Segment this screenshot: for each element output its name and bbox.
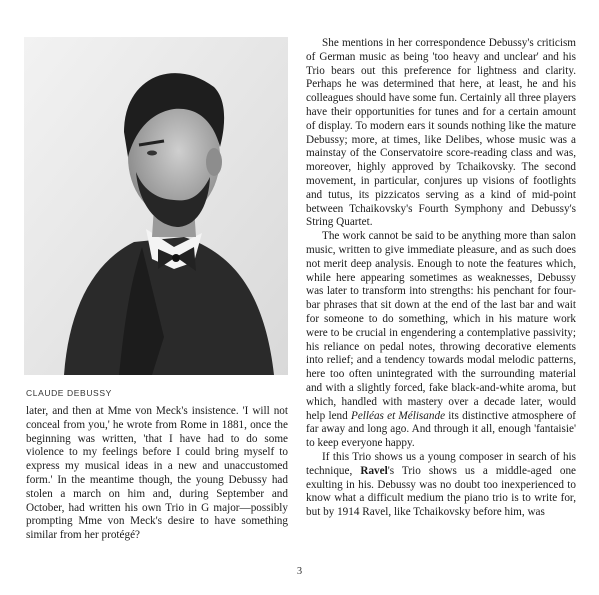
text-run: The work cannot be said to be anything more than salon music, written to give immediate pleasure, and as such does not merit deep analysis. Enough to note the features which, while here appearing sometimes as weaknesses, Debussy was later to transform into strengths: his penchant for four-bar phrases that sit down at the end of the last bar and wait for someone to do something, which in his mature work were to be crucial in engendering a contemplative passivity; his reliance on pedal notes, throwing decorative elements into relief; and a tendency towards modal melodic patterns, here too often unintegrated with the surrounding material and with a slightly forced, fake black-and-white aroma, but which, handled with mastery over a decade later, would help lend (306, 230, 576, 422)
work-title: Pelléas et Mélisande (350, 409, 446, 422)
composer-name: Ravel (360, 464, 388, 477)
right-text-column (306, 37, 576, 520)
paragraph (306, 451, 576, 520)
text-run: If this Trio shows us a young composer in search of his technique, (306, 450, 576, 477)
text-run: its distinctive atmosphere of far away and long ago. And through it all, enough 'fantaisie' to keep everyone happy. (306, 409, 577, 450)
paragraph: She mentions in her correspondence Debussy's criticism of German music as being 'too heavy and unclear' and his Trio bears out this preference for lightness and clarity. Perhaps he was determined that here, at least, he and his colleagues should have some fun. Certainly all three players have their opportunities for tunes and for a certain amount of display. To modern ears it sounds nothing like the mature Debussy; more, at times, like Delibes, whose music was a mainstay of the Conservatoire score-reading class and was, moreover, highly approved by Tchaikovsky. The second movement, in particular, conjures up visions of footlights and tutus, its pizzicatos serving as a kind of mid-point between Tchaikovsky's Fourth Symphony and Debussy's String Quartet. (306, 37, 576, 229)
text-run: 's Trio shows us a middle-aged one exulting in his. Debussy was no doubt too inexperienced to know what a difficult medium the piano trio is to write for, but by 1914 Ravel, like Tchaikovsky before him, was (306, 464, 577, 519)
page-number: 3 (296, 566, 303, 577)
paragraph: later, and then at Mme von Meck's insistence. 'I will not conceal from you,' he wrote from Rome in 1881, once the beginning was written, 'that I have had to do some violence to my feelings before I could bring myself to express my musical ideas in a new and unaccustomed form.' In the meantime though, the young Debussy had stolen a march on him and, during September and October, had written his own Trio in G major—possibly prompting Mme von Meck's desire to have something similar from her protégé? (26, 405, 288, 542)
photo-caption: CLAUDE DEBUSSY (26, 388, 112, 398)
portrait-image (24, 37, 288, 375)
left-text-column (26, 405, 288, 543)
paragraph (306, 230, 576, 451)
portrait-photo (24, 37, 288, 375)
